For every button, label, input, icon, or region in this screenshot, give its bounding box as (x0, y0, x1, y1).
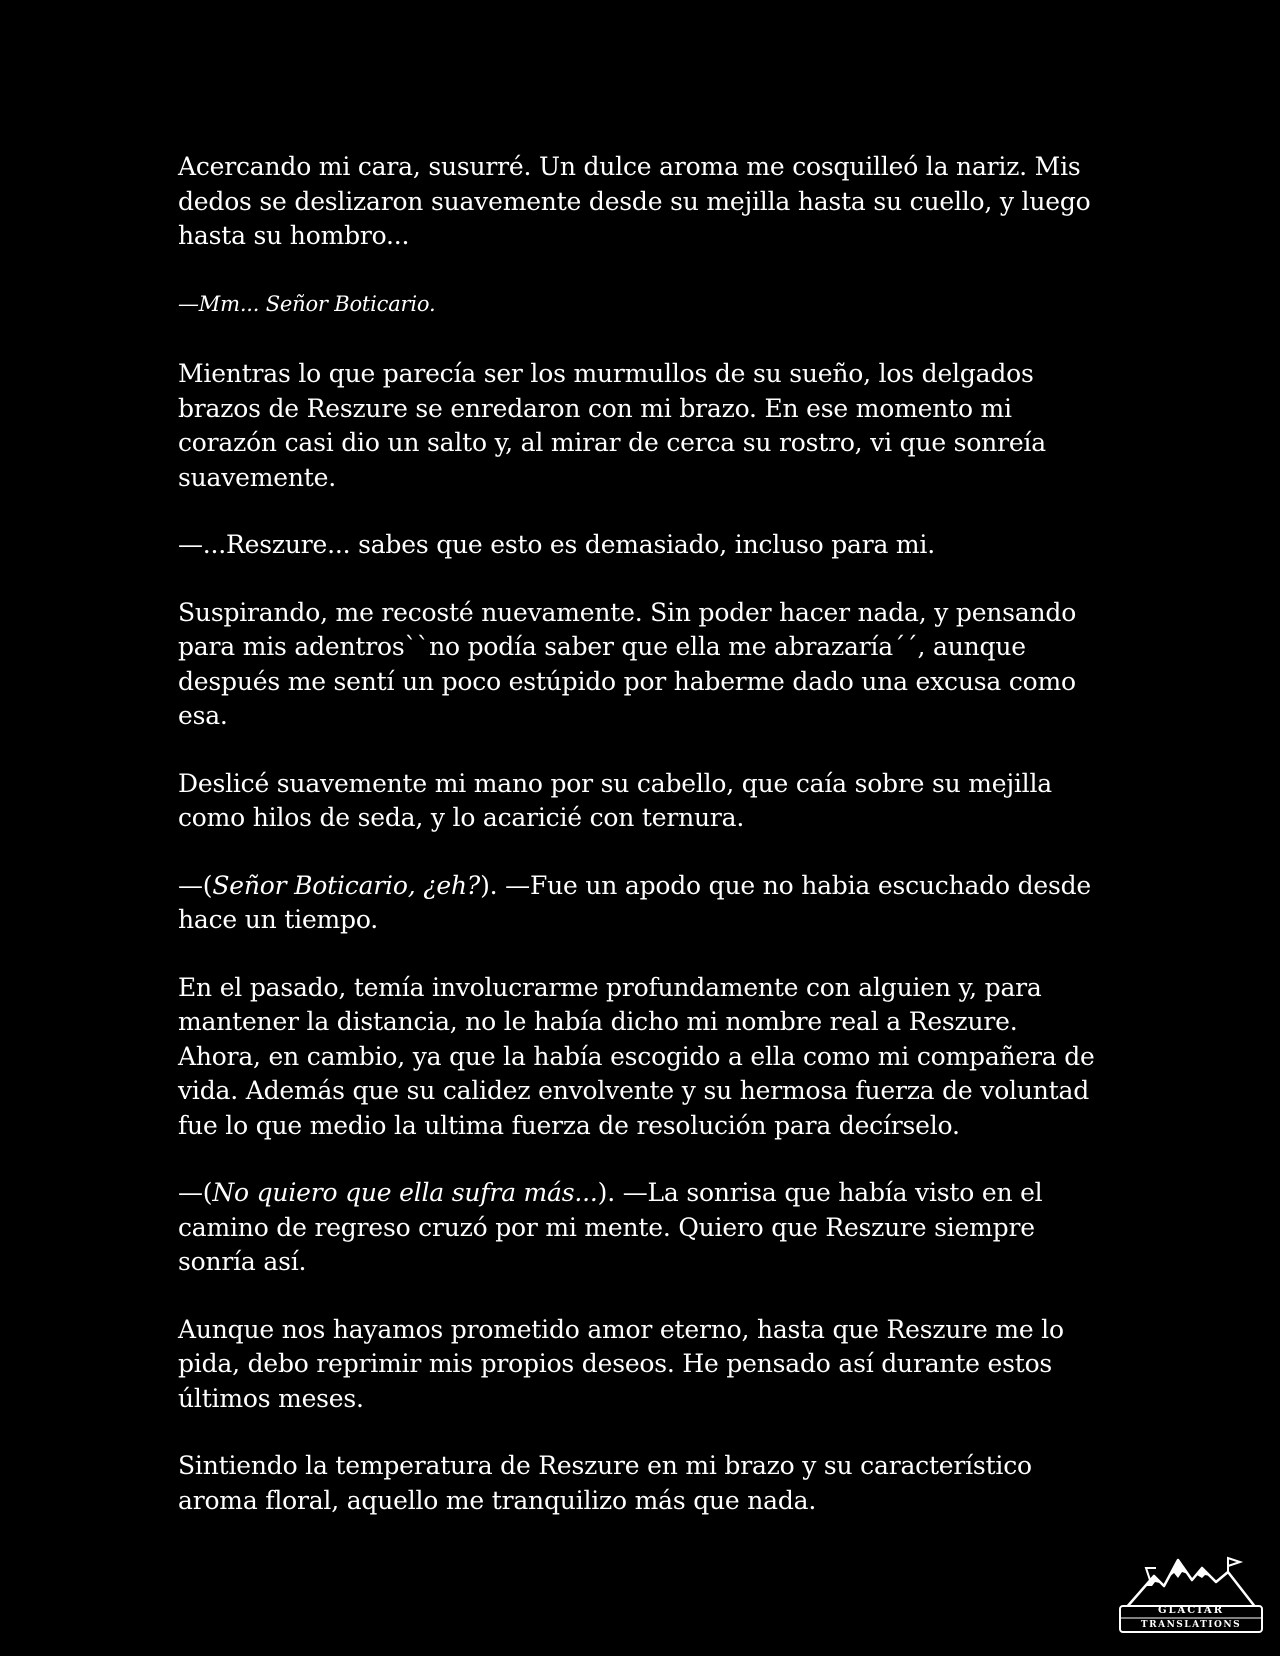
paragraph: Mientras lo que parecía ser los murmullos de su sueño, los delgados brazos de Reszure se enredaron con mi brazo. En ese momento mi corazón casi dio un salto y, al mirar de cerca su rostro, vi que sonreía suavemente. (178, 359, 1046, 492)
dialogue-line: —...Reszure... sabes que esto es demasiado, incluso para mi. (178, 530, 935, 559)
dialogue-line (178, 869, 1108, 938)
dialogue-suffix: ). —La sonrisa que había visto en el camino de regreso cruzó por mi mente. Quiero que Reszure siempre sonría así. (178, 1178, 1043, 1276)
logo-line-2: TRANSLATIONS (1140, 1620, 1242, 1630)
paragraph: Sintiendo la temperatura de Reszure en mi brazo y su característico aroma floral, aquello me tranquilizo más que nada. (178, 1451, 1032, 1515)
paragraph: Aunque nos hayamos prometido amor eterno, hasta que Reszure me lo pida, debo reprimir mis propios deseos. He pensado así durante estos últimos meses. (178, 1314, 1064, 1413)
paragraph: Acercando mi cara, susurré. Un dulce aroma me cosquilleó la nariz. Mis dedos se deslizaron suavemente desde su mejilla hasta su cuello, y luego hasta su hombro... (178, 152, 1091, 250)
chapter-text (178, 150, 1108, 1551)
paragraph: Deslicé suavemente mi mano por su cabello, que caía sobre su mejilla como hilos de seda, y lo acaricié con ternura. (178, 768, 1052, 832)
dialogue-suffix: ). —Fue un apodo que no habia escuchado desde hace un tiempo. (178, 870, 1092, 934)
glaciar-translations-logo (1116, 1546, 1266, 1636)
dialogue-prefix: —( (178, 1178, 213, 1207)
logo-line-1: GLACIAR (1157, 1605, 1225, 1616)
paragraph: Suspirando, me recosté nuevamente. Sin poder hacer nada, y pensando para mis adentros``no podía saber que ella me abrazaría´´, aunque después me sentí un poco estúpido por haberme dado una excusa como esa. (178, 597, 1077, 730)
dialogue-line (178, 1176, 1108, 1280)
italic-thought: No quiero que ella sufra más... (212, 1178, 598, 1207)
dialogue-prefix: —( (178, 870, 213, 900)
dialogue-line: —Mm... Señor Boticario. (178, 291, 436, 316)
italic-thought: Señor Boticario, ¿eh? (212, 870, 481, 900)
paragraph: En el pasado, temía involucrarme profundamente con alguien y, para mantener la distancia, no le había dicho mi nombre real a Reszure. Ahora, en cambio, ya que la había escogido a ella como mi compañera de vida. Además que su calidez envolvente y su hermosa fuerza de voluntad fue lo que medio la ultima fuerza de resolución para decírselo. (178, 972, 1095, 1140)
